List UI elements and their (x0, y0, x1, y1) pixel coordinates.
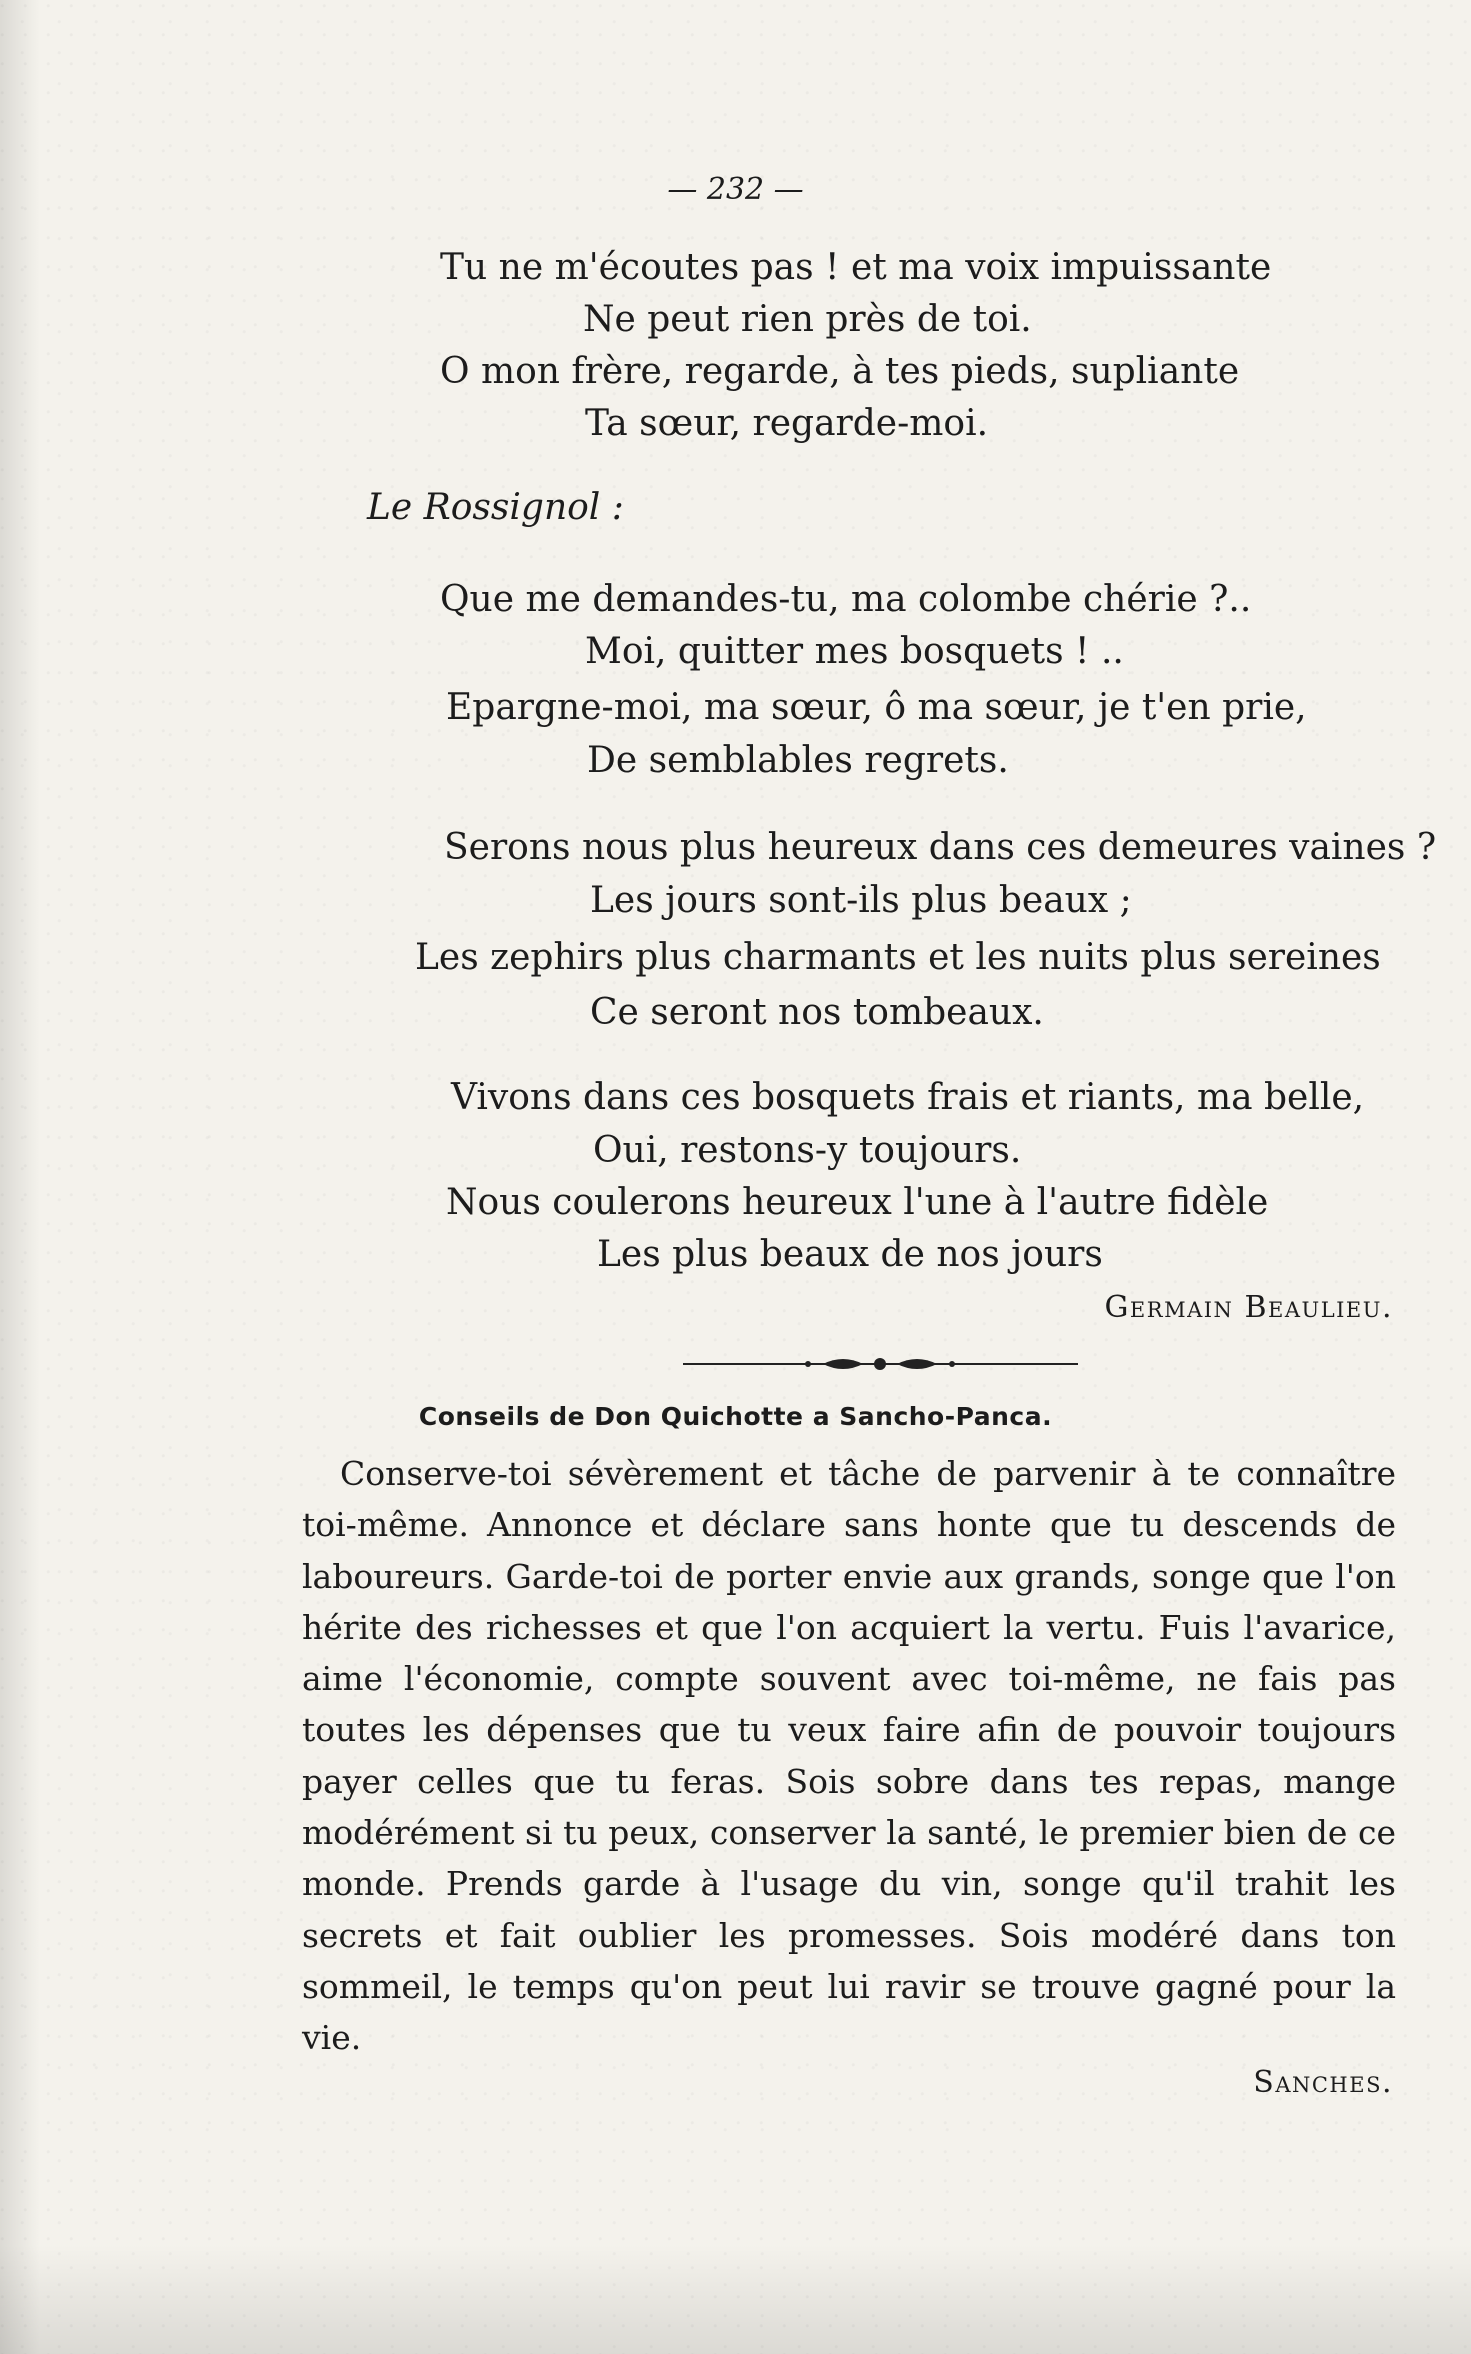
section-title: Conseils de Don Quichotte a Sancho-Panca. (418, 1402, 1053, 1431)
poem-line: Que me demandes-tu, ma colombe chérie ?.. (440, 579, 1252, 620)
poem-line: Moi, quitter mes bosquets ! .. (585, 631, 1124, 672)
poem-line: Tu ne m'écoutes pas ! et ma voix impuissante (440, 247, 1272, 288)
poem-line: Oui, restons-y toujours. (593, 1130, 1022, 1171)
page-shadow-left (0, 0, 40, 2354)
poem-line: Ne peut rien près de toi. (583, 299, 1032, 340)
poem-line: Vivons dans ces bosquets frais et riants, ma belle, (451, 1077, 1365, 1118)
poem-line: Ta sœur, regarde-moi. (585, 403, 989, 444)
poem-line: Les zephirs plus charmants et les nuits plus sereines (415, 937, 1381, 978)
poem-line: Ce seront nos tombeaux. (590, 992, 1044, 1033)
poem-line: O mon frère, regarde, à tes pieds, supliante (440, 351, 1240, 392)
poem-line: De semblables regrets. (587, 740, 1009, 781)
poem-line: Epargne-moi, ma sœur, ô ma sœur, je t'en prie, (446, 687, 1307, 728)
prose-author: Sanches. (1253, 2065, 1393, 2100)
page-number: — 232 — (667, 172, 804, 207)
poem-line: Nous coulerons heureux l'une à l'autre fidèle (446, 1182, 1269, 1223)
poem-line: Serons nous plus heureux dans ces demeures vaines ? (444, 827, 1437, 868)
poem-author: Germain Beaulieu. (1104, 1290, 1393, 1325)
speaker-label: Le Rossignol : (367, 487, 624, 528)
poem-line: Les plus beaux de nos jours (597, 1234, 1103, 1275)
page-shadow-bottom (0, 2244, 1471, 2354)
ornament-divider (683, 1348, 1078, 1380)
prose-paragraph: Conserve-toi sévèrement et tâche de parvenir à te connaître toi-même. Annonce et déclare sans honte que tu descends de laboureurs. Garde-toi de porter envie aux grands, songe que l'on hérite des richesses et que l'on acquiert la vertu. Fuis l'avarice, aime l'économie, compte souvent avec toi-même, ne fais pas toutes les dépenses que tu veux faire afin de pouvoir toujours payer celles que tu feras. Sois sobre dans tes repas, mange modérément si tu peux, conserver la santé, le premier bien de ce monde. Prends garde à l'usage du vin, songe qu'il trahit les secrets et fait oublier les promesses. Sois modéré dans ton sommeil, le temps qu'on peut lui ravir se trouve gagné pour la vie. (302, 1454, 1396, 2058)
poem-line: Les jours sont-ils plus beaux ; (590, 880, 1132, 921)
